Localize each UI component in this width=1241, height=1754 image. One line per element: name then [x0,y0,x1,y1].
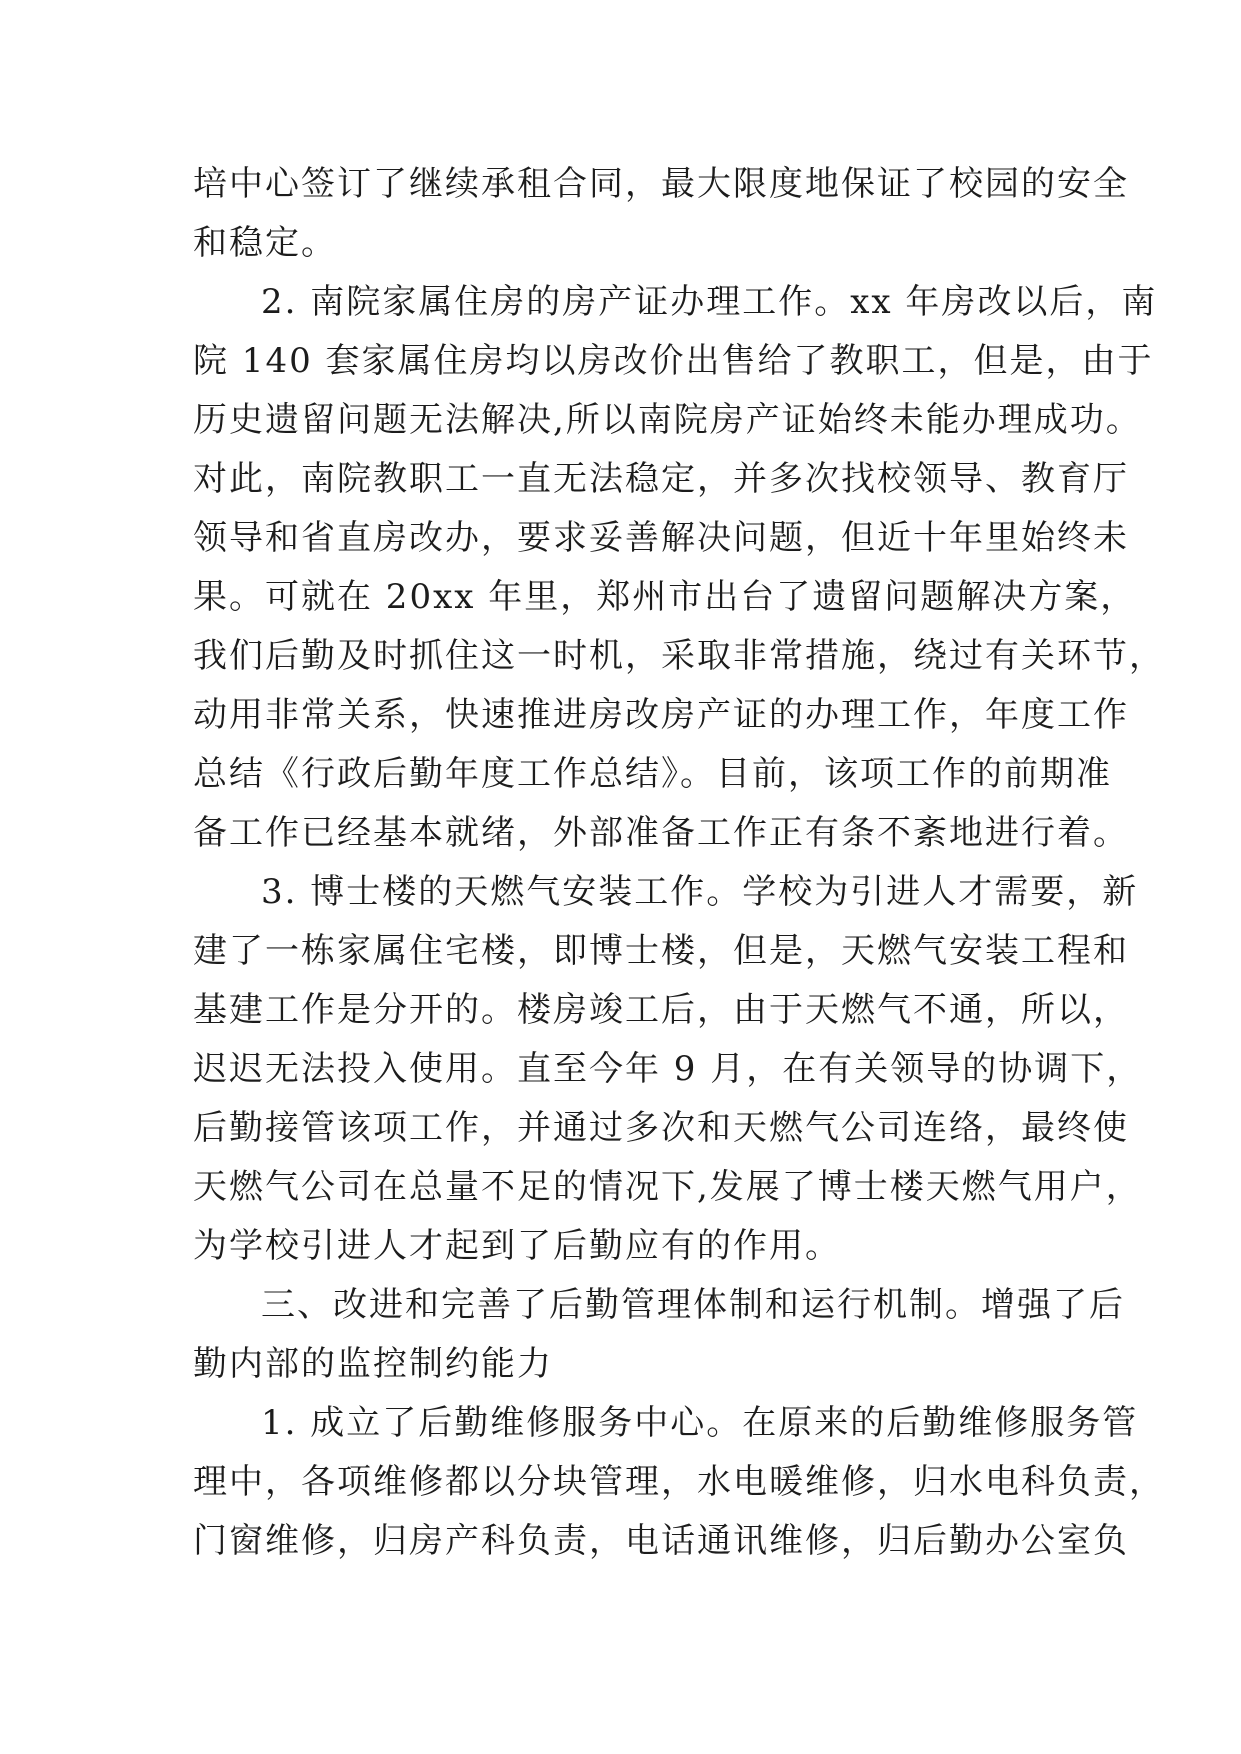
text-line: 动用非常关系，快速推进房改房产证的办理工作，年度工作 [193,695,1129,735]
text-line: 天燃气公司在总量不足的情况下,发展了博士楼天燃气用户， [193,1167,1142,1207]
text-line: 培中心签订了继续承租合同，最大限度地保证了校园的安全 [193,164,1129,204]
text-line: 历史遗留问题无法解决,所以南院房产证始终未能办理成功。 [193,400,1142,440]
text-line: 1. 成立了后勤维修服务中心。在原来的后勤维修服务管 [261,1403,1139,1443]
text-line: 勤内部的监控制约能力 [193,1344,553,1384]
text-line: 后勤接管该项工作，并通过多次和天燃气公司连络，最终使 [193,1108,1129,1148]
text-line: 建了一栋家属住宅楼，即博士楼，但是，天燃气安装工程和 [193,931,1129,971]
text-line: 三、改进和完善了后勤管理体制和运行机制。增强了后 [261,1285,1125,1325]
text-line: 3. 博士楼的天燃气安装工作。学校为引进人才需要，新 [261,872,1139,912]
text-line: 果。可就在 20xx 年里，郑州市出台了遗留问题解决方案， [193,577,1137,617]
text-line: 门窗维修，归房产科负责，电话通讯维修，归后勤办公室负 [193,1521,1129,1561]
text-line: 理中，各项维修都以分块管理，水电暖维修，归水电科负责， [193,1462,1165,1502]
document-body [193,155,1165,1571]
text-line: 院 140 套家属住房均以房改价出售给了教职工，但是，由于 [193,341,1154,381]
text-line: 总结《行政后勤年度工作总结》。目前，该项工作的前期准 [193,754,1112,794]
text-line: 基建工作是分开的。楼房竣工后，由于天燃气不通，所以， [193,990,1129,1030]
text-line: 为学校引进人才起到了后勤应有的作用。 [193,1226,841,1266]
text-line: 领导和省直房改办，要求妥善解决问题，但近十年里始终未 [193,518,1129,558]
text-line: 迟迟无法投入使用。直至今年 9 月，在有关领导的协调下， [193,1049,1143,1089]
text-line: 备工作已经基本就绪，外部准备工作正有条不紊地进行着。 [193,813,1129,853]
text-line: 对此，南院教职工一直无法稳定，并多次找校领导、教育厅 [193,459,1129,499]
text-line: 我们后勤及时抓住这一时机，采取非常措施，绕过有关环节， [193,636,1165,676]
text-line: 2. 南院家属住房的房产证办理工作。xx 年房改以后，南 [261,282,1158,322]
text-line: 和稳定。 [193,223,337,263]
